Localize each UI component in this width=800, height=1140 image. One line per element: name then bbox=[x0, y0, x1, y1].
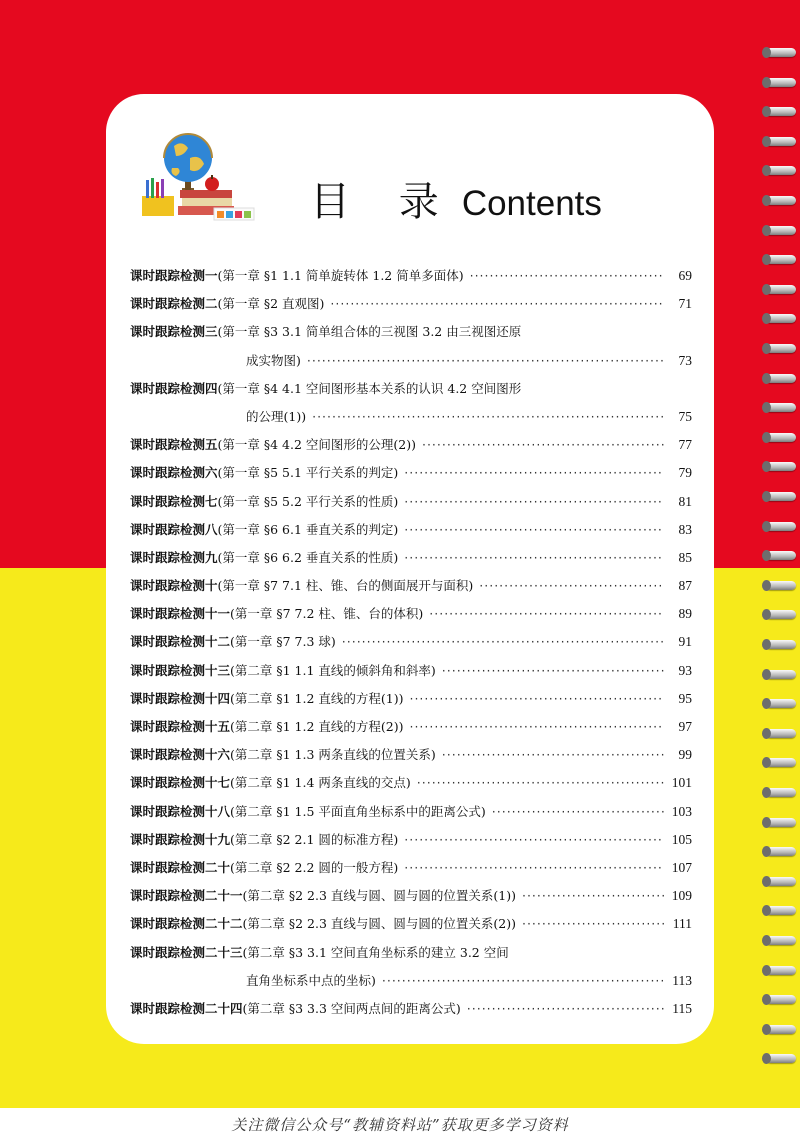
toc-entry-text: (第一章 §2 直观图) bbox=[217, 296, 325, 312]
toc-entry[interactable] bbox=[130, 600, 692, 628]
spiral-binding-ring-icon bbox=[766, 344, 796, 353]
toc-entry-text: (第一章 §3 3.1 简单组合体的三视图 3.2 由三视图还原 bbox=[217, 324, 522, 340]
toc-leader-dots bbox=[422, 431, 664, 459]
toc-entry[interactable] bbox=[130, 854, 692, 882]
toc-entry-text: (第一章 §7 7.3 球) bbox=[230, 634, 336, 650]
toc-entry-label: 课时跟踪检测二十 bbox=[130, 859, 231, 875]
toc-entry-text: (第二章 §3 3.3 空间两点间的距离公式) bbox=[242, 1000, 461, 1016]
toc-entry-label: 课时跟踪检测十一 bbox=[130, 606, 231, 622]
toc-leader-dots bbox=[312, 403, 664, 431]
spiral-binding-ring-icon bbox=[766, 995, 796, 1004]
spiral-binding-ring-icon bbox=[766, 699, 796, 708]
toc-entry-label: 课时跟踪检测二十三 bbox=[130, 944, 243, 960]
toc-entry-text: (第二章 §1 1.5 平面直角坐标系中的距离公式) bbox=[230, 803, 486, 819]
spiral-binding-ring-icon bbox=[766, 433, 796, 442]
toc-entry-label: 课时跟踪检测十四 bbox=[130, 690, 231, 706]
spiral-binding-ring-icon bbox=[766, 640, 796, 649]
toc-entry-page: 101 bbox=[671, 775, 692, 791]
toc-entry-text-cont: 直角坐标系中点的坐标) bbox=[246, 972, 376, 988]
toc-entry-text: (第二章 §2 2.3 直线与圆、圆与圆的位置关系(2)) bbox=[242, 916, 516, 932]
toc-entry-label: 课时跟踪检测十二 bbox=[130, 634, 231, 650]
spiral-binding-ring-icon bbox=[766, 551, 796, 560]
toc-leader-dots bbox=[404, 459, 664, 487]
toc-entry-page: 83 bbox=[678, 521, 692, 537]
toc-entry-page: 113 bbox=[672, 972, 692, 988]
toc-entry-page: 107 bbox=[671, 859, 692, 875]
toc-entry-text: (第二章 §2 2.1 圆的标准方程) bbox=[230, 831, 399, 847]
toc-entry-page: 79 bbox=[678, 465, 692, 481]
spiral-binding-ring-icon bbox=[766, 581, 796, 590]
toc-entry-page: 111 bbox=[672, 916, 692, 932]
spiral-binding-ring-icon bbox=[766, 196, 796, 205]
toc-entry-label: 课时跟踪检测十六 bbox=[130, 747, 231, 763]
toc-entry-text: (第一章 §4 4.1 空间图形基本关系的认识 4.2 空间图形 bbox=[217, 380, 522, 396]
footer-text: 关注微信公众号“教辅资料站”获取更多学习资料 bbox=[231, 1116, 569, 1134]
toc-entry[interactable] bbox=[130, 910, 692, 938]
toc-leader-dots bbox=[307, 347, 664, 375]
toc-entry-label: 课时跟踪检测七 bbox=[130, 493, 218, 509]
toc-entry-label: 课时跟踪检测九 bbox=[130, 549, 218, 565]
toc-entry-text: (第二章 §2 2.3 直线与圆、圆与圆的位置关系(1)) bbox=[242, 888, 516, 904]
toc-entry-page: 69 bbox=[678, 268, 692, 283]
toc-leader-dots bbox=[404, 826, 664, 854]
toc-entry[interactable] bbox=[130, 995, 692, 1023]
toc-entry[interactable] bbox=[130, 882, 692, 910]
toc-leader-dots bbox=[442, 657, 664, 685]
spiral-binding-ring-icon bbox=[766, 403, 796, 412]
toc-entry-page: 95 bbox=[678, 690, 692, 706]
toc-entry-text: (第一章 §7 7.1 柱、锥、台的侧面展开与面积) bbox=[217, 578, 474, 594]
toc-entry[interactable] bbox=[130, 318, 692, 346]
toc-entry[interactable] bbox=[130, 572, 692, 600]
toc-leader-dots bbox=[467, 995, 664, 1023]
spiral-binding-ring-icon bbox=[766, 758, 796, 767]
toc-leader-dots bbox=[404, 488, 664, 516]
spiral-binding-ring-icon bbox=[766, 492, 796, 501]
spiral-binding-ring-icon bbox=[766, 137, 796, 146]
toc-entry[interactable] bbox=[130, 798, 692, 826]
spiral-binding-ring-icon bbox=[766, 1054, 796, 1063]
spiral-binding-ring-icon bbox=[766, 788, 796, 797]
toc-leader-dots bbox=[442, 741, 664, 769]
spiral-binding-ring-icon bbox=[766, 670, 796, 679]
toc-entry[interactable] bbox=[130, 685, 692, 713]
toc-leader-dots bbox=[522, 910, 664, 938]
toc-entry-text: (第一章 §5 5.2 平行关系的性质) bbox=[217, 493, 399, 509]
toc-leader-dots bbox=[492, 798, 664, 826]
toc-entry-page: 91 bbox=[678, 634, 692, 650]
toc-entry-page: 75 bbox=[678, 408, 692, 424]
toc-entry-label: 课时跟踪检测三 bbox=[130, 324, 218, 340]
table-of-contents bbox=[130, 262, 692, 1023]
toc-entry-continuation[interactable] bbox=[130, 967, 692, 995]
spiral-binding-ring-icon bbox=[766, 906, 796, 915]
title-cn: 目 录 bbox=[310, 179, 457, 225]
title-en: Contents bbox=[461, 184, 602, 223]
toc-entry-text: (第一章 §7 7.2 柱、锥、台的体积) bbox=[230, 606, 424, 622]
spiral-binding-ring-icon bbox=[766, 48, 796, 57]
spiral-binding-ring-icon bbox=[766, 610, 796, 619]
toc-entry-page: 109 bbox=[671, 888, 692, 904]
toc-entry-label: 课时跟踪检测二十四 bbox=[130, 1000, 243, 1016]
toc-entry[interactable] bbox=[130, 516, 692, 544]
spiral-binding-ring-icon bbox=[766, 522, 796, 531]
toc-entry-text: (第一章 §6 6.1 垂直关系的判定) bbox=[217, 521, 399, 537]
toc-entry-label: 课时跟踪检测二十一 bbox=[130, 888, 243, 904]
spiral-binding-ring-icon bbox=[766, 818, 796, 827]
toc-entry[interactable] bbox=[130, 939, 692, 967]
spiral-binding-ring-icon bbox=[766, 877, 796, 886]
toc-entry-page: 97 bbox=[678, 719, 692, 734]
toc-leader-dots bbox=[404, 544, 664, 572]
toc-entry-page: 87 bbox=[678, 578, 692, 594]
spiral-binding-ring-icon bbox=[766, 966, 796, 975]
toc-entry-page: 77 bbox=[678, 437, 692, 453]
toc-entry[interactable] bbox=[130, 713, 692, 741]
toc-entry[interactable] bbox=[130, 375, 692, 403]
toc-entry-page: 93 bbox=[678, 662, 692, 678]
toc-entry-label: 课时跟踪检测一 bbox=[130, 268, 218, 283]
toc-entry-text: (第二章 §2 2.2 圆的一般方程) bbox=[230, 859, 399, 875]
toc-entry-text: (第一章 §1 1.1 简单旋转体 1.2 简单多面体) bbox=[217, 268, 464, 283]
spiral-binding-ring-icon bbox=[766, 226, 796, 235]
toc-entry-text: (第二章 §1 1.3 两条直线的位置关系) bbox=[230, 747, 436, 763]
toc-entry-text: (第一章 §4 4.2 空间图形的公理(2)) bbox=[217, 437, 416, 453]
toc-entry-label: 课时跟踪检测二十二 bbox=[130, 916, 243, 932]
spiral-binding-ring-icon bbox=[766, 107, 796, 116]
toc-entry-page: 103 bbox=[671, 803, 692, 819]
toc-entry-text: (第二章 §1 1.2 直线的方程(2)) bbox=[230, 719, 404, 734]
spiral-binding-ring-icon bbox=[766, 314, 796, 323]
spiral-binding-ring-icon bbox=[766, 847, 796, 856]
spiral-binding-ring-icon bbox=[766, 374, 796, 383]
toc-entry[interactable] bbox=[130, 657, 692, 685]
toc-entry-text-cont: 的公理(1)) bbox=[246, 408, 307, 424]
toc-entry-text: (第一章 §6 6.2 垂直关系的性质) bbox=[217, 549, 399, 565]
toc-entry-text-cont: 成实物图) bbox=[246, 352, 301, 368]
toc-entry-page: 73 bbox=[678, 352, 692, 368]
toc-leader-dots bbox=[522, 882, 664, 910]
toc-entry-label: 课时跟踪检测四 bbox=[130, 380, 218, 396]
toc-entry-text: (第二章 §1 1.4 两条直线的交点) bbox=[230, 775, 411, 791]
toc-entry-continuation[interactable] bbox=[130, 403, 692, 431]
toc-entry-continuation[interactable] bbox=[130, 347, 692, 375]
toc-leader-dots bbox=[382, 967, 664, 995]
toc-entry-text: (第二章 §1 1.1 直线的倾斜角和斜率) bbox=[230, 662, 436, 678]
toc-leader-dots bbox=[404, 854, 664, 882]
toc-entry-label: 课时跟踪检测十 bbox=[130, 578, 218, 594]
toc-entry-page: 89 bbox=[678, 606, 692, 622]
toc-entry[interactable] bbox=[130, 741, 692, 769]
toc-entry-label: 课时跟踪检测十八 bbox=[130, 803, 231, 819]
toc-entry[interactable] bbox=[130, 544, 692, 572]
spiral-binding-ring-icon bbox=[766, 462, 796, 471]
toc-entry-label: 课时跟踪检测十七 bbox=[130, 775, 231, 791]
spiral-binding-ring-icon bbox=[766, 78, 796, 87]
toc-entry[interactable] bbox=[130, 769, 692, 797]
toc-leader-dots bbox=[342, 628, 664, 656]
toc-entry-page: 99 bbox=[678, 747, 692, 763]
toc-entry-page: 81 bbox=[678, 493, 692, 509]
spiral-binding-ring-icon bbox=[766, 936, 796, 945]
toc-entry-label: 课时跟踪检测六 bbox=[130, 465, 218, 481]
toc-entry[interactable] bbox=[130, 628, 692, 656]
toc-leader-dots bbox=[330, 290, 664, 318]
toc-entry[interactable] bbox=[130, 290, 692, 318]
toc-leader-dots bbox=[479, 572, 664, 600]
toc-leader-dots bbox=[409, 713, 664, 741]
spiral-binding-ring-icon bbox=[766, 255, 796, 264]
toc-leader-dots bbox=[429, 600, 664, 628]
toc-entry-label: 课时跟踪检测五 bbox=[130, 437, 218, 453]
toc-entry[interactable] bbox=[130, 262, 692, 290]
toc-entry-label: 课时跟踪检测二 bbox=[130, 296, 218, 312]
toc-entry[interactable] bbox=[130, 826, 692, 854]
globe-books-decoration-icon bbox=[138, 128, 264, 224]
toc-entry-label: 课时跟踪检测十三 bbox=[130, 662, 231, 678]
spiral-binding-ring-icon bbox=[766, 166, 796, 175]
toc-entry-label: 课时跟踪检测十九 bbox=[130, 831, 231, 847]
spiral-binding bbox=[766, 40, 800, 1100]
spiral-binding-ring-icon bbox=[766, 1025, 796, 1034]
toc-entry-text: (第一章 §5 5.1 平行关系的判定) bbox=[217, 465, 399, 481]
toc-entry-text: (第二章 §3 3.1 空间直角坐标系的建立 3.2 空间 bbox=[242, 944, 509, 960]
toc-entry-text: (第二章 §1 1.2 直线的方程(1)) bbox=[230, 690, 404, 706]
toc-entry-page: 115 bbox=[672, 1000, 692, 1016]
toc-entry-label: 课时跟踪检测八 bbox=[130, 521, 218, 537]
toc-leader-dots bbox=[404, 516, 664, 544]
toc-entry[interactable] bbox=[130, 459, 692, 487]
toc-leader-dots bbox=[470, 262, 664, 290]
toc-entry[interactable] bbox=[130, 431, 692, 459]
toc-entry[interactable] bbox=[130, 488, 692, 516]
spiral-binding-ring-icon bbox=[766, 729, 796, 738]
toc-entry-page: 105 bbox=[671, 831, 692, 847]
toc-entry-page: 85 bbox=[678, 549, 692, 565]
toc-entry-label: 课时跟踪检测十五 bbox=[130, 719, 231, 734]
spiral-binding-ring-icon bbox=[766, 285, 796, 294]
toc-entry-page: 71 bbox=[678, 296, 692, 312]
toc-leader-dots bbox=[417, 769, 664, 797]
page-title bbox=[310, 170, 602, 227]
toc-leader-dots bbox=[409, 685, 664, 713]
